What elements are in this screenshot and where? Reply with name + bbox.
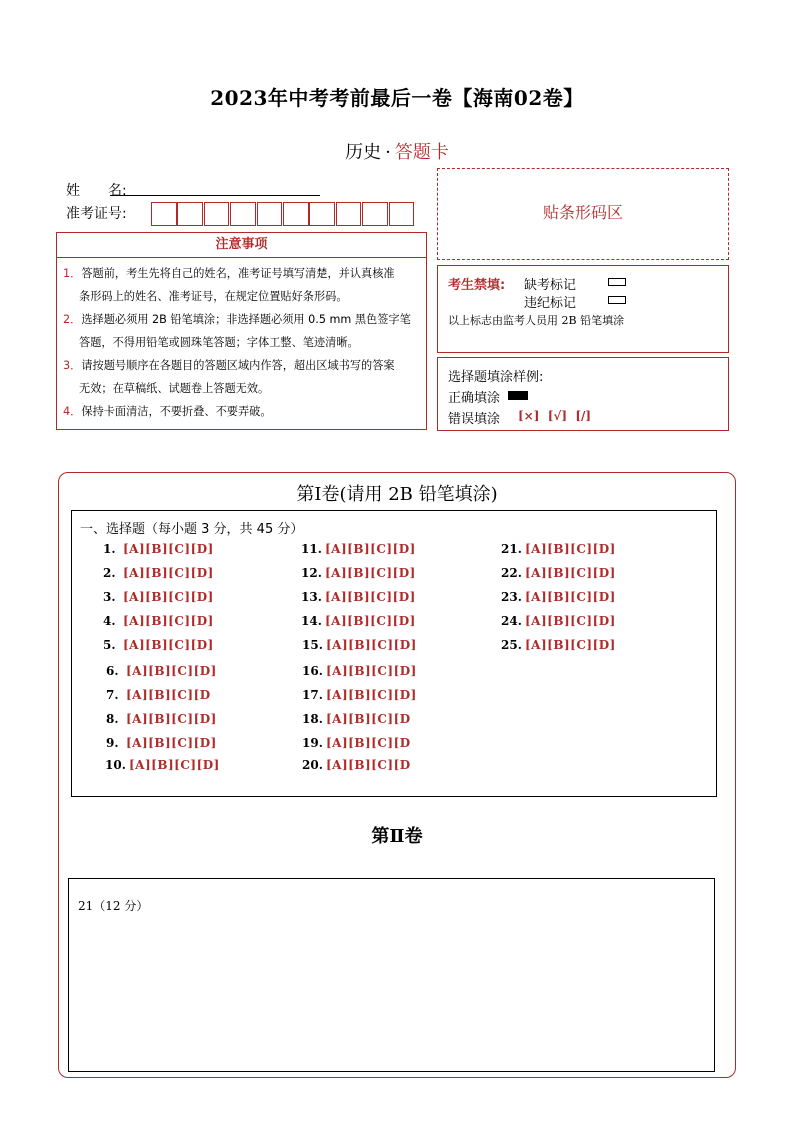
exam-staff-note: 以上标志由监考人员用 2B 铅笔填涂: [448, 314, 625, 327]
choice-question: [106, 664, 217, 678]
answer-options[interactable]: [A][B][C][D]: [123, 638, 214, 652]
exam-staff-label: 考生禁填:: [448, 278, 506, 293]
choice-question: [501, 566, 616, 580]
answer-options[interactable]: [A][B][C][D]: [126, 736, 217, 750]
answer-options[interactable]: [A][B][C][D]: [325, 566, 416, 580]
choice-question: [301, 614, 416, 628]
choice-question: [106, 736, 217, 750]
choice-question: [106, 688, 211, 702]
answer-options[interactable]: [A][B][C][D]: [123, 542, 214, 556]
choice-question: [302, 712, 411, 726]
answer-options[interactable]: [A][B][C][D]: [525, 542, 616, 556]
exam-id-box[interactable]: [204, 202, 230, 226]
answer-options[interactable]: [A][B][C][D]: [123, 614, 214, 628]
notice-list: [57, 258, 426, 423]
question-number: 25.: [501, 638, 522, 652]
answer-area-q21[interactable]: [68, 878, 715, 1072]
notice-item: [63, 331, 420, 354]
question-number: 7.: [106, 688, 119, 702]
question-number: 14.: [301, 614, 322, 628]
question-number: 10.: [105, 758, 126, 772]
question-number: 1.: [103, 542, 116, 556]
question-number: 3.: [103, 590, 116, 604]
answer-options[interactable]: [A][B][C][D]: [326, 664, 417, 678]
correct-fill-sample: [508, 391, 528, 400]
violation-mark-box[interactable]: [608, 296, 626, 304]
choice-question: [501, 614, 616, 628]
question-number: 18.: [302, 712, 323, 726]
notice-item-text: 选择题必须用 2B 铅笔填涂；非选择题必须用 0.5 mm 黑色签字笔: [81, 313, 411, 326]
question-number: 21.: [501, 542, 522, 556]
answer-options[interactable]: [A][B][C][D]: [123, 566, 214, 580]
question-number: 15.: [302, 638, 323, 652]
answer-options[interactable]: [A][B][C][D]: [525, 638, 616, 652]
choice-question: [302, 688, 417, 702]
answer-options[interactable]: [A][B][C][D]: [326, 688, 417, 702]
choice-question: [103, 590, 214, 604]
notice-item-number: 3．: [63, 359, 82, 372]
answer-options[interactable]: [A][B][C][D]: [126, 712, 217, 726]
notice-item: [63, 377, 420, 400]
absent-mark-box[interactable]: [608, 278, 626, 286]
fill-sample-box: [437, 357, 729, 431]
choice-question: [103, 614, 214, 628]
question-number: 20.: [302, 758, 323, 772]
subtitle-dot: ·: [385, 142, 391, 163]
exam-id-box[interactable]: [151, 202, 177, 226]
choice-question: [103, 638, 214, 652]
choice-question: [103, 542, 214, 556]
answer-options[interactable]: [A][B][C][D]: [126, 664, 217, 678]
q21-label: 21（12 分）: [78, 899, 149, 913]
answer-options[interactable]: [A][B][C][D: [326, 712, 411, 726]
notice-item-text: 请按题号顺序在各题目的答题区域内作答，超出区域书写的答案: [81, 359, 395, 372]
exam-id-box[interactable]: [309, 202, 335, 226]
notice-item: [63, 354, 420, 377]
choice-question: [106, 712, 217, 726]
question-number: 2.: [103, 566, 116, 580]
question-number: 16.: [302, 664, 323, 678]
barcode-label: 贴条形码区: [542, 203, 623, 222]
answer-options[interactable]: [A][B][C][D]: [325, 590, 416, 604]
answer-options[interactable]: [A][B][C][D]: [325, 542, 416, 556]
part2-title: 第Ⅱ卷: [371, 826, 423, 847]
exam-id-box[interactable]: [177, 202, 203, 226]
name-label: 姓 名:: [66, 183, 127, 199]
answer-options[interactable]: [A][B][C][D]: [325, 614, 416, 628]
exam-staff-box: [437, 265, 729, 353]
notice-item-number: 2．: [63, 313, 82, 326]
absent-mark-label: 缺考标记: [524, 278, 577, 293]
exam-id-box[interactable]: [336, 202, 362, 226]
choice-question: [301, 590, 416, 604]
question-number: 22.: [501, 566, 522, 580]
exam-id-box[interactable]: [362, 202, 388, 226]
exam-id-label: 准考证号:: [66, 206, 127, 222]
fill-sample-title: 选择题填涂样例:: [448, 370, 544, 385]
notice-title: 注意事项: [57, 233, 426, 258]
correct-fill-label: 正确填涂: [448, 391, 501, 406]
choice-question: [301, 566, 416, 580]
notice-item-number: 1．: [63, 267, 82, 280]
answer-options[interactable]: [A][B][C][D]: [525, 590, 616, 604]
exam-id-box[interactable]: [230, 202, 256, 226]
choice-section-heading: 一、选择题（每小题 3 分，共 45 分）: [80, 522, 304, 537]
choice-question: [301, 542, 416, 556]
violation-mark-label: 违纪标记: [524, 296, 577, 311]
question-number: 12.: [301, 566, 322, 580]
notice-item-text: 保持卡面清洁，不要折叠、不要弄破。: [81, 405, 272, 418]
answer-options[interactable]: [A][B][C][D]: [129, 758, 220, 772]
notice-item: [63, 262, 420, 285]
question-number: 6.: [106, 664, 119, 678]
answer-options[interactable]: [A][B][C][D: [326, 736, 411, 750]
question-number: 8.: [106, 712, 119, 726]
page-title: 2023年中考考前最后一卷【海南02卷】: [210, 86, 584, 110]
part1-title: 第Ⅰ卷(请用 2B 铅笔填涂): [296, 484, 498, 505]
question-number: 23.: [501, 590, 522, 604]
choice-question: [302, 664, 417, 678]
notice-item-number: 4．: [63, 405, 82, 418]
notice-item-text: 无效；在草稿纸、试题卷上答题无效。: [79, 382, 270, 395]
question-number: 5.: [103, 638, 116, 652]
wrong-fill-samples: [×] [√] [/]: [518, 409, 592, 423]
notice-item-text: 答题，不得用铅笔或圆珠笔答题；字体工整、笔迹清晰。: [79, 336, 359, 349]
answer-options[interactable]: [A][B][C][D]: [525, 614, 616, 628]
choice-question: [105, 758, 220, 772]
card-type-label: 答题卡: [394, 142, 449, 163]
answer-options[interactable]: [A][B][C][D: [326, 758, 411, 772]
choice-question: [302, 758, 411, 772]
notice-item: [63, 308, 420, 331]
choice-question: [501, 542, 616, 556]
question-number: 4.: [103, 614, 116, 628]
name-field[interactable]: [110, 195, 320, 196]
question-number: 19.: [302, 736, 323, 750]
page-subtitle: [0, 138, 794, 164]
choice-question: [501, 638, 616, 652]
question-number: 11.: [301, 542, 322, 556]
choice-question: [302, 638, 417, 652]
question-number: 9.: [106, 736, 119, 750]
notice-item: [63, 285, 420, 308]
answer-options[interactable]: [A][B][C][D: [126, 688, 211, 702]
wrong-fill-label: 错误填涂: [448, 412, 501, 427]
exam-id-box[interactable]: [257, 202, 283, 226]
answer-options[interactable]: [A][B][C][D]: [326, 638, 417, 652]
question-number: 24.: [501, 614, 522, 628]
question-number: 13.: [301, 590, 322, 604]
choice-question: [103, 566, 214, 580]
notice-item: [63, 400, 420, 423]
answer-options[interactable]: [A][B][C][D]: [123, 590, 214, 604]
question-number: 17.: [302, 688, 323, 702]
choice-question: [302, 736, 411, 750]
notice-panel: [56, 232, 427, 430]
notice-item-text: 条形码上的姓名、准考证号，在规定位置贴好条形码。: [79, 290, 348, 303]
exam-id-box[interactable]: [283, 202, 309, 226]
choice-question: [501, 590, 616, 604]
notice-item-text: 答题前，考生先将自己的姓名，准考证号填写清楚，并认真核准: [81, 267, 395, 280]
subject-label: 历史: [345, 142, 382, 163]
barcode-area: [437, 168, 729, 260]
answer-options[interactable]: [A][B][C][D]: [525, 566, 616, 580]
exam-id-box[interactable]: [389, 202, 415, 226]
